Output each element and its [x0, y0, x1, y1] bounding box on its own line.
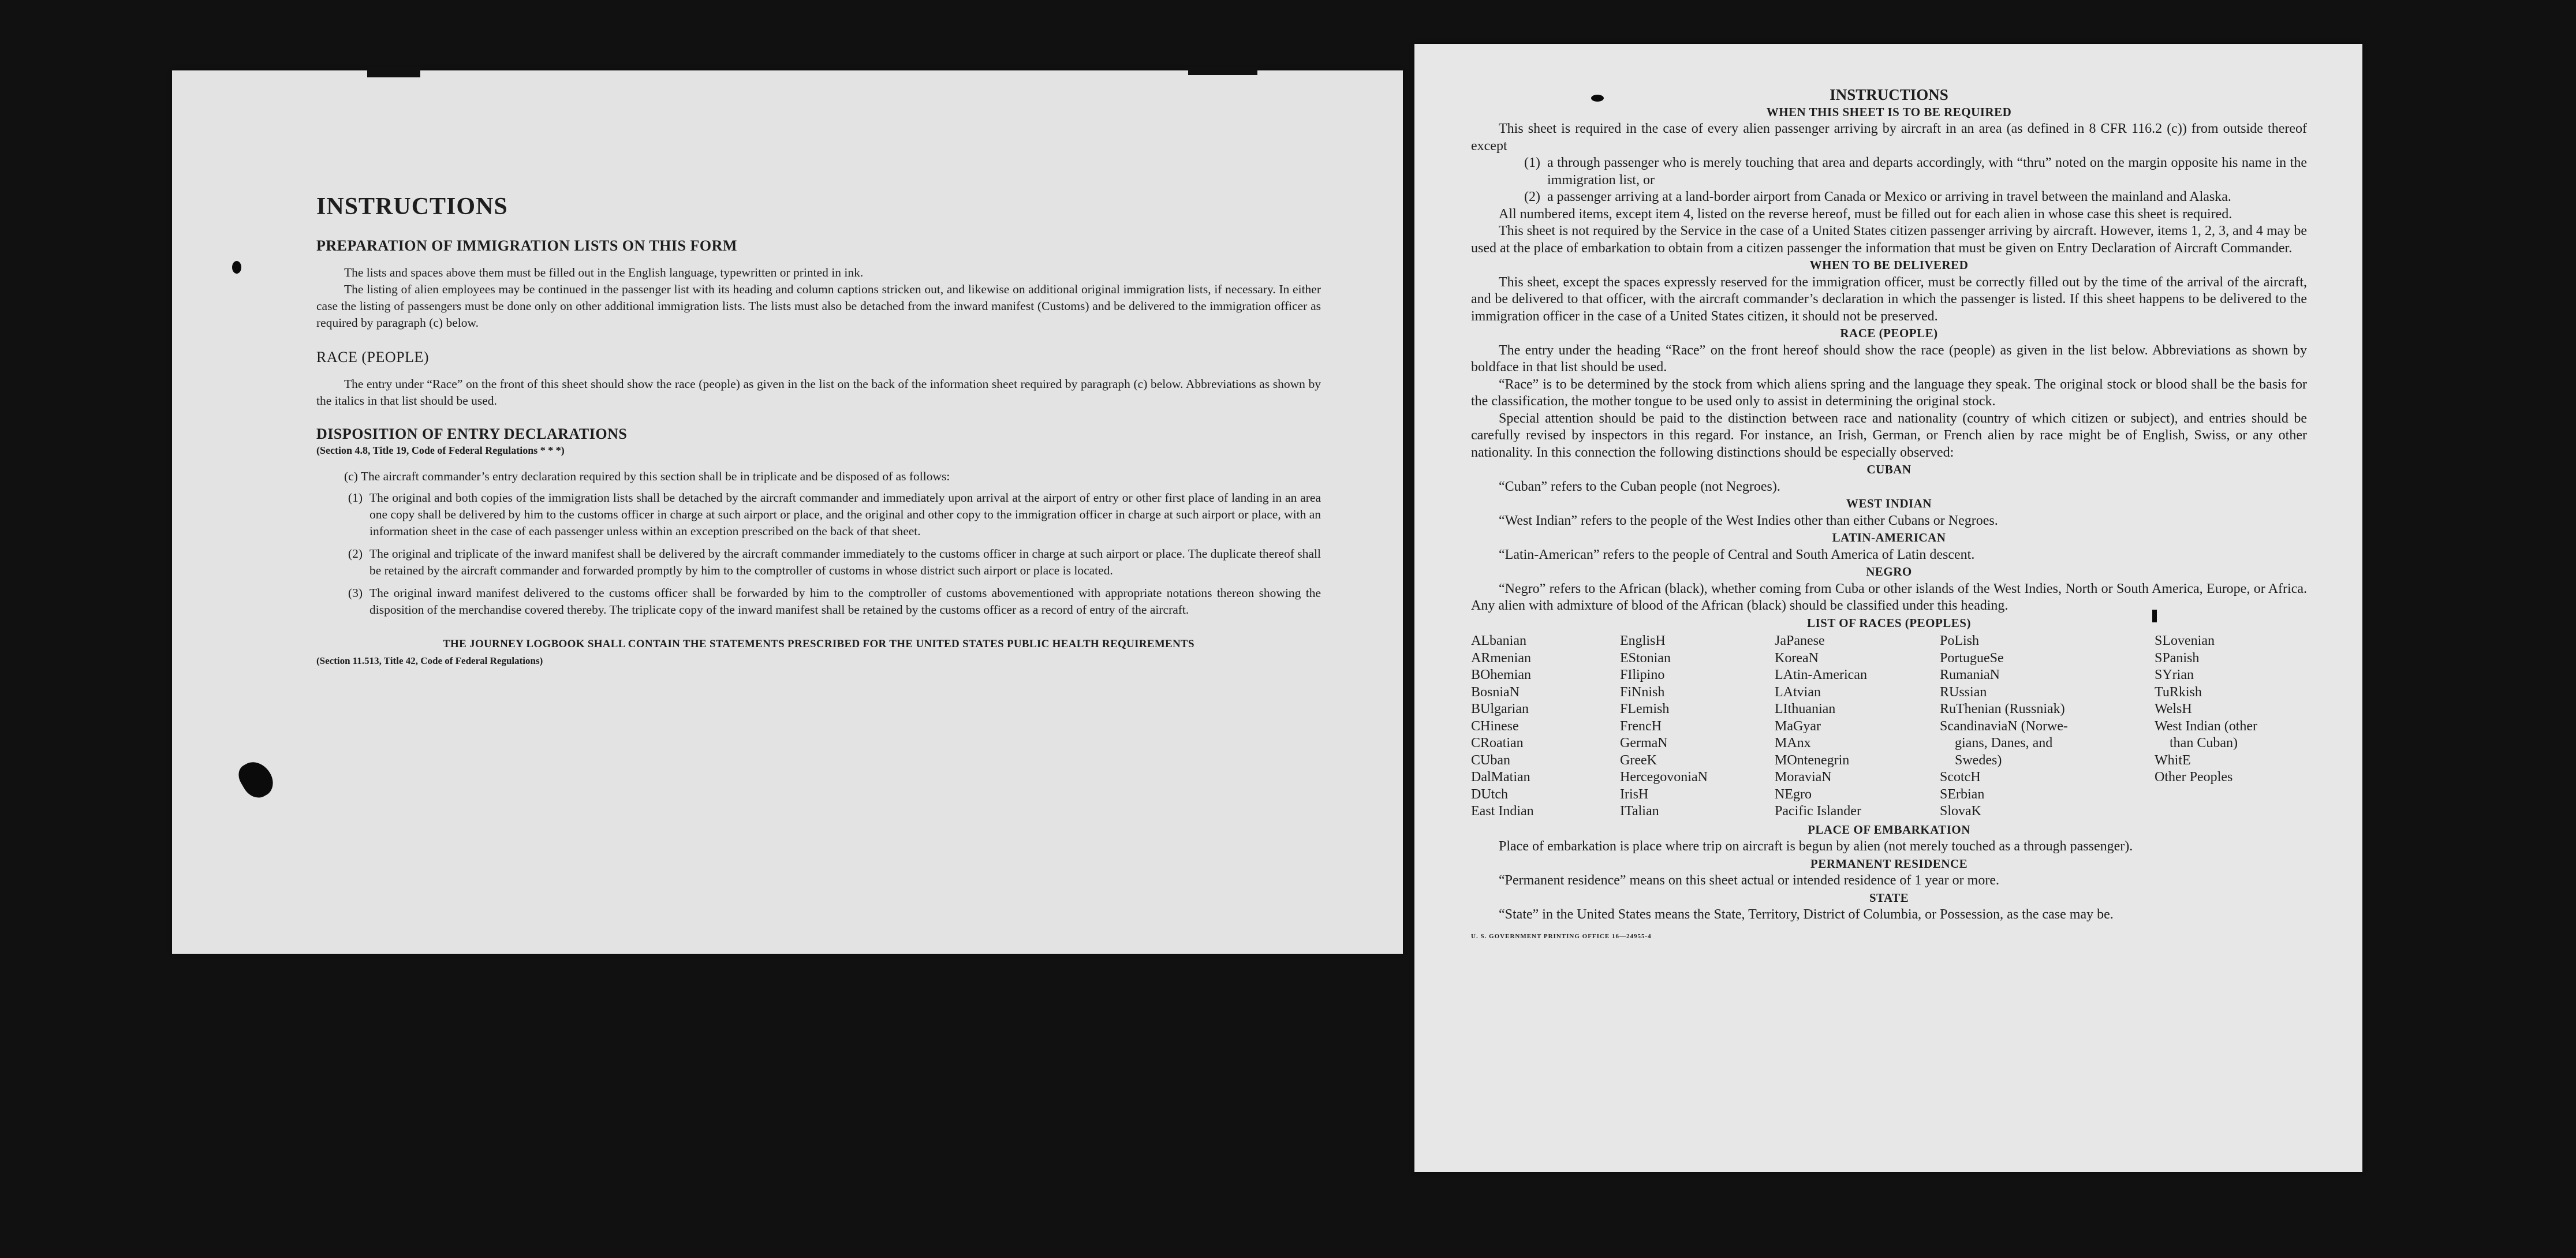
race-entry: Swedes)	[1955, 752, 2002, 768]
race-column	[1620, 633, 1775, 820]
state-heading: STATE	[1869, 890, 1909, 905]
item-text: The original and triplicate of the inward manifest shall be delivered by the aircraft commander immediately to the customs officer in charge at such airport or place. The duplicate thereof shall be retained by the aircraft commander and forwarded promptly by him to the comptroller of customs in whose district such airport or place is located.	[369, 547, 1321, 577]
race-entry: SLovenian	[2155, 633, 2215, 648]
page-title: INSTRUCTIONS	[1830, 86, 1948, 103]
race-list	[1471, 633, 2307, 820]
race-heading: RACE (PEOPLE)	[316, 349, 429, 365]
latin-american-paragraph: “Latin-American” refers to the people of Central and South America of Latin descent.	[1499, 547, 1975, 562]
race-paragraph-1: The entry under the heading “Race” on the front hereof should show the race (people) as given in the list below. Abbreviations as shown by boldface in that list should be used.	[1471, 342, 2307, 375]
race-entry: EnglisH	[1620, 633, 1666, 648]
disposition-intro: (c) The aircraft commander’s entry declaration required by this section shall be in triplicate and be disposed of as follows:	[344, 469, 950, 483]
torn-edge-mark	[1188, 67, 1257, 75]
race-entry: FLemish	[1620, 701, 1670, 716]
race-paragraph: The entry under “Race” on the front of this sheet should show the race (people) as given in the list on the back of the information sheet required by paragraph (c) below. Abbreviations as shown by the italics in that list should be used.	[316, 377, 1321, 408]
race-entry: LIthuanian	[1775, 701, 1836, 716]
page-title: INSTRUCTIONS	[316, 193, 508, 220]
item-text: The original and both copies of the immigration lists shall be detached by the aircraft commander and immediately upon arrival at the airport of entry or other first place of landing in an area one copy shall be delivered by him to the customs officer in charge at such airport or place, and the original and other copy to the immigration officer in charge at such airport or place, with an information sheet in the case of each passenger unless within an exception prescribed on the back of that sheet.	[369, 491, 1321, 538]
race-entry: JaPanese	[1775, 633, 1825, 648]
race-entry: GreeK	[1620, 752, 1657, 768]
race-entry: than Cuban)	[2170, 736, 2238, 751]
list-item	[328, 585, 1321, 618]
race-entry: GermaN	[1620, 736, 1668, 751]
race-entry: WhitE	[2155, 752, 2191, 768]
race-entry: ScandinaviaN (Norwe-	[1940, 718, 2068, 734]
race-entry: Other Peoples	[2155, 770, 2233, 785]
disposition-list	[316, 490, 1321, 618]
race-heading: RACE (PEOPLE)	[1840, 326, 1938, 340]
torn-edge-mark	[367, 67, 420, 77]
list-item	[1471, 155, 2307, 189]
race-column	[1940, 633, 2155, 820]
race-entry: gians, Danes, and	[1955, 736, 2053, 751]
race-entry: KoreaN	[1775, 650, 1819, 666]
permanent-residence-heading: PERMANENT RESIDENCE	[1810, 856, 1968, 871]
logbook-statement: THE JOURNEY LOGBOOK SHALL CONTAIN THE STATEMENTS PRESCRIBED FOR THE UNITED STATES PUBLIC HEALTH REQUIREMENTS	[443, 638, 1194, 650]
west-indian-heading: WEST INDIAN	[1846, 497, 1932, 510]
list-item	[1471, 189, 2307, 206]
race-entry: CRoatian	[1471, 736, 1524, 751]
race-entry: IrisH	[1620, 786, 1649, 802]
prep-paragraph-1: The lists and spaces above them must be filled out in the English language, typewritten or printed in ink.	[344, 266, 864, 279]
embarkation-paragraph: Place of embarkation is place where trip on aircraft is begun by alien (not merely touched as a through passenger).	[1499, 839, 2133, 854]
race-entry: ITalian	[1620, 804, 1659, 819]
race-entry: MOntenegrin	[1775, 752, 1850, 768]
race-entry: SErbian	[1940, 786, 1985, 802]
embarkation-heading: PLACE OF EMBARKATION	[1808, 822, 1970, 837]
right-instruction-sheet	[1414, 44, 2362, 1172]
race-column	[1775, 633, 1940, 820]
race-entry: BUlgarian	[1471, 701, 1529, 716]
race-entry: RuThenian (Russniak)	[1940, 701, 2065, 716]
delivered-paragraph: This sheet, except the spaces expressly reserved for the immigration officer, must be correctly filled out by the time of the arrival of the aircraft, and be delivered to that officer, with the aircraft commander’s declaration in which the passenger is listed. If this sheet happens to be delivered to the immigration officer in the case of a United States citizen, it should not be preserved.	[1471, 274, 2307, 324]
required-paragraph-3: This sheet is not required by the Service in the case of a United States citizen passenger arriving by aircraft. However, items 1, 2, 3, and 4 may be used at the place of embarkation to obtain from a citizen passenger the information that must be given on Entry Declaration of Aircraft Commander.	[1471, 223, 2307, 256]
race-entry: HercegovoniaN	[1620, 770, 1708, 785]
list-item	[328, 546, 1321, 579]
item-number: (2)	[1524, 189, 1540, 204]
race-entry: LAtvian	[1775, 684, 1821, 700]
item-number: (1)	[348, 491, 363, 505]
required-paragraph-1: This sheet is required in the case of every alien passenger arriving by aircraft in an area (as defined in 8 CFR 116.2 (c)) from outside thereof except	[1471, 121, 2307, 154]
prep-paragraph-2: The listing of alien employees may be continued in the passenger list with its heading and column captions stricken out, and likewise on additional original immigration lists, if necessary. In either case the listing of passengers must be done only on other additional immigration lists. The lists must also be detached from the inward manifest (Customs) and be delivered to the immigration officer as required by paragraph (c) below.	[316, 282, 1321, 330]
list-item	[328, 490, 1321, 540]
item-text: a through passenger who is merely touching that area and departs accordingly, with “thru” noted on the margin opposite his name in the immigration list, or	[1547, 155, 2307, 188]
race-paragraph-2: “Race” is to be determined by the stock from which aliens spring and the language they speak. The original stock or blood shall be the basis for the classification, the mother tongue to be used only to assist in determining the original stock.	[1471, 376, 2307, 409]
race-entry: MAnx	[1775, 736, 1811, 751]
race-entry: ARmenian	[1471, 650, 1531, 666]
cuban-heading: CUBAN	[1866, 462, 1912, 476]
race-entry: RUssian	[1940, 684, 1987, 700]
prep-heading: PREPARATION OF IMMIGRATION LISTS ON THIS FORM	[316, 237, 737, 254]
race-entry: MaGyar	[1775, 718, 1821, 734]
race-entry: ScotcH	[1940, 770, 1981, 785]
state-paragraph: “State” in the United States means the State, Territory, District of Columbia, or Possession, as the case may be.	[1499, 907, 2114, 922]
left-instruction-sheet	[172, 70, 1403, 954]
race-entry: BosniaN	[1471, 684, 1520, 700]
race-entry: SYrian	[2155, 667, 2194, 682]
item-text: a passenger arriving at a land-border airport from Canada or Mexico or arriving in travel between the mainland and Alaska.	[1547, 189, 2231, 204]
item-number: (2)	[348, 547, 363, 561]
race-entry: DUtch	[1471, 786, 1508, 802]
disposition-subheading: (Section 4.8, Title 19, Code of Federal Regulations * * *)	[316, 445, 565, 456]
when-required-heading: WHEN THIS SHEET IS TO BE REQUIRED	[1766, 104, 2012, 119]
item-number: (3)	[348, 586, 363, 600]
race-entry: WelsH	[2155, 701, 2192, 716]
race-entry: LAtin-American	[1775, 667, 1867, 682]
race-entry: East Indian	[1471, 804, 1534, 819]
race-entry: FrencH	[1620, 718, 1662, 734]
race-entry: MoraviaN	[1775, 770, 1832, 785]
race-entry: Pacific Islander	[1775, 804, 1861, 819]
race-entry: ALbanian	[1471, 633, 1526, 648]
race-entry: CUban	[1471, 752, 1510, 768]
ink-blot	[234, 756, 278, 802]
race-entry: PortugueSe	[1940, 650, 2004, 666]
race-entry: DalMatian	[1471, 770, 1530, 785]
race-entry: TuRkish	[2155, 684, 2202, 700]
item-number: (1)	[1524, 155, 1540, 170]
race-list-heading: LIST OF RACES (PEOPLES)	[1807, 615, 1971, 630]
race-entry: BOhemian	[1471, 667, 1531, 682]
permanent-residence-paragraph: “Permanent residence” means on this sheet actual or intended residence of 1 year or more.	[1499, 873, 1999, 888]
ink-spot	[232, 261, 241, 274]
left-content	[316, 193, 1321, 669]
race-entry: EStonian	[1620, 650, 1671, 666]
race-entry: PoLish	[1940, 633, 1980, 648]
cuban-paragraph: “Cuban” refers to the Cuban people (not Negroes).	[1499, 479, 1780, 494]
logbook-citation: (Section 11.513, Title 42, Code of Federal Regulations)	[316, 655, 543, 666]
race-column	[1471, 633, 1620, 820]
west-indian-paragraph: “West Indian” refers to the people of the West Indies other than either Cubans or Negroes.	[1499, 513, 1998, 528]
race-entry: NEgro	[1775, 786, 1812, 802]
when-delivered-heading: WHEN TO BE DELIVERED	[1809, 258, 1969, 272]
race-entry: SPanish	[2155, 650, 2200, 666]
negro-heading: NEGRO	[1866, 565, 1912, 578]
race-paragraph-3: Special attention should be paid to the distinction between race and nationality (country of which citizen or subject), and entries should be carefully revised by inspectors in this regard. For instance, an Irish, German, or French alien by race might be of English, Swiss, or any other nationality. In this connection the following distinctions should be especially observed:	[1471, 410, 2307, 460]
race-entry: SlovaK	[1940, 804, 1981, 819]
race-entry: CHinese	[1471, 718, 1519, 734]
race-entry: West Indian (other	[2155, 718, 2258, 734]
race-entry: FiNnish	[1620, 684, 1665, 700]
printer-imprint: U. S. GOVERNMENT PRINTING OFFICE 16—24955-4	[1471, 932, 1652, 940]
item-text: The original inward manifest delivered to the customs officer shall be forwarded by him to the comptroller of customs abovementioned with appropriate notations thereon showing the disposition of the merchandise covered thereby. The triplicate copy of the inward manifest shall be retained by the customs officer as a record of entry of the aircraft.	[369, 586, 1321, 617]
race-column	[2155, 633, 2307, 820]
negro-paragraph: “Negro” refers to the African (black), whether coming from Cuba or other islands of the West Indies, North or South America, Europe, or Africa. Any alien with admixture of blood of the African (black) should be classified under this heading.	[1471, 581, 2307, 613]
race-entry: RumaniaN	[1940, 667, 2000, 682]
right-content	[1471, 87, 2307, 945]
required-paragraph-2: All numbered items, except item 4, listed on the reverse hereof, must be filled out for each alien in whose case this sheet is required.	[1499, 206, 2232, 222]
disposition-heading: DISPOSITION OF ENTRY DECLARATIONS	[316, 425, 628, 442]
race-entry: FIlipino	[1620, 667, 1665, 682]
latin-american-heading: LATIN-AMERICAN	[1832, 531, 1946, 544]
